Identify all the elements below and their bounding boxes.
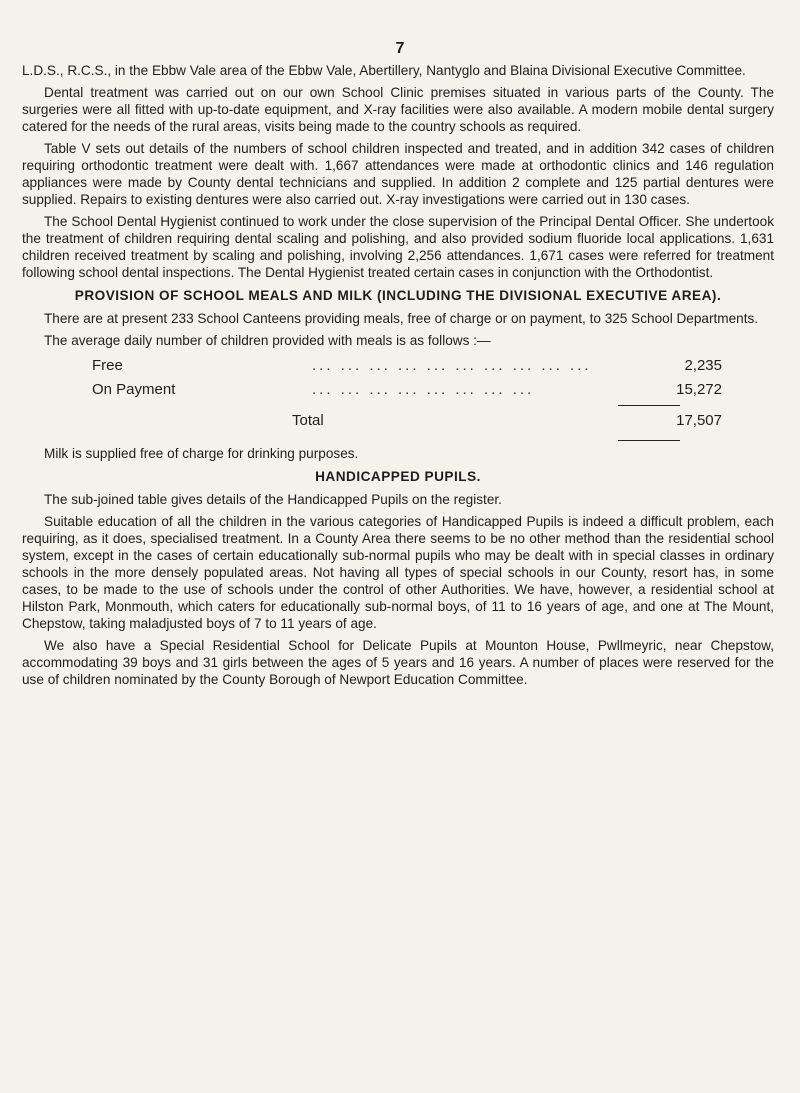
page-body xyxy=(22,62,774,693)
meals-row-total xyxy=(22,412,722,438)
paragraph-subjoined-table: The sub-joined table gives details of the Handicapped Pupils on the register. xyxy=(44,492,502,507)
paragraph-canteens: There are at present 233 School Canteens providing meals, free of charge or on payment, to 325 School Departments. xyxy=(44,311,759,326)
heading-handicapped-pupils: HANDICAPPED PUPILS. xyxy=(315,469,481,484)
paragraph-dental-treatment: Dental treatment was carried out on our own School Clinic premises situated in various parts of the County. The surgeries were all fitted with up-to-date equipment, and X-ray facilities were also available. A modern mobile dental surgery catered for the needs of the rural areas, visits being made to the country schools as required. xyxy=(22,85,774,134)
leader-dots: ... ... ... ... ... ... ... ... ... ... xyxy=(312,357,592,374)
meals-total-label: Total xyxy=(292,412,324,429)
total-rule-bottom xyxy=(618,440,680,441)
meals-row-label: Free xyxy=(92,357,123,374)
meals-row-on-payment xyxy=(22,381,722,405)
meals-row-value: 2,235 xyxy=(684,357,722,374)
paragraph-residential-school: We also have a Special Residential School for Delicate Pupils at Mounton House, Pwllmeyric, near Chepstow, accommodating 39 boys and 31 girls between the ages of 5 years and 16 years. A number of places were reserved for the use of children nominated by the County Borough of Newport Education Committee. xyxy=(22,638,774,687)
paragraph-milk: Milk is supplied free of charge for drinking purposes. xyxy=(44,446,359,461)
meals-total-value: 17,507 xyxy=(676,412,722,429)
paragraph-suitable-education: Suitable education of all the children in the various categories of Handicapped Pupils is indeed a difficult problem, each requiring, as it does, specialised treatment. In a County Area there seems to be no other method than the residential school system, except in the cases of certain educationally sub-normal pupils who may be dealt with in special classes in ordinary schools in the more densely populated areas. Not having all types of special schools in our County, resort has, in some cases, to be made to the use of schools under the control of other Authorities. We have, however, a residential school at Hilston Park, Monmouth, which caters for educationally sub-normal boys, of 11 to 16 years of age, and one at The Mount, Chepstow, taking maladjusted boys of 7 to 11 years of age. xyxy=(22,514,774,631)
leader-dots: ... ... ... ... ... ... ... ... xyxy=(312,381,535,398)
total-rule-top xyxy=(618,405,680,406)
heading-school-meals: PROVISION OF SCHOOL MEALS AND MILK (INCLUDING THE DIVISIONAL EXECUTIVE AREA). xyxy=(74,288,722,303)
paragraph-dental-officer: L.D.S., R.C.S., in the Ebbw Vale area of the Ebbw Vale, Abertillery, Nantyglo and Blaina Divisional Executive Committee. xyxy=(22,63,746,78)
paragraph-average-daily: The average daily number of children provided with meals is as follows :— xyxy=(44,333,491,348)
meals-row-value: 15,272 xyxy=(676,381,722,398)
paragraph-table-v: Table V sets out details of the numbers of school children inspected and treated, and in addition 342 cases of children requiring orthodontic treatment were dealt with. 1,667 attendances were made at orthodontic clinics and 146 regulation appliances were made by County dental technicians and supplied. In addition 2 complete and 125 partial dentures were supplied. Repairs to existing dentures were also carried out. X-ray investigations were carried out in 130 cases. xyxy=(22,141,774,207)
meals-table xyxy=(22,357,722,441)
page-number: 7 xyxy=(395,40,405,57)
paragraph-dental-hygienist: The School Dental Hygienist continued to work under the close supervision of the Principal Dental Officer. She undertook the treatment of children requiring dental scaling and polishing, and also provided sodium fluoride local applications. 1,631 children received treatment by scaling and polishing, involving 2,256 attendances. 1,671 cases were referred for treatment following school dental inspections. The Dental Hygienist treated certain cases in conjunction with the Orthodontist. xyxy=(22,214,774,280)
meals-row-label: On Payment xyxy=(92,381,176,398)
meals-row-free xyxy=(22,357,722,381)
